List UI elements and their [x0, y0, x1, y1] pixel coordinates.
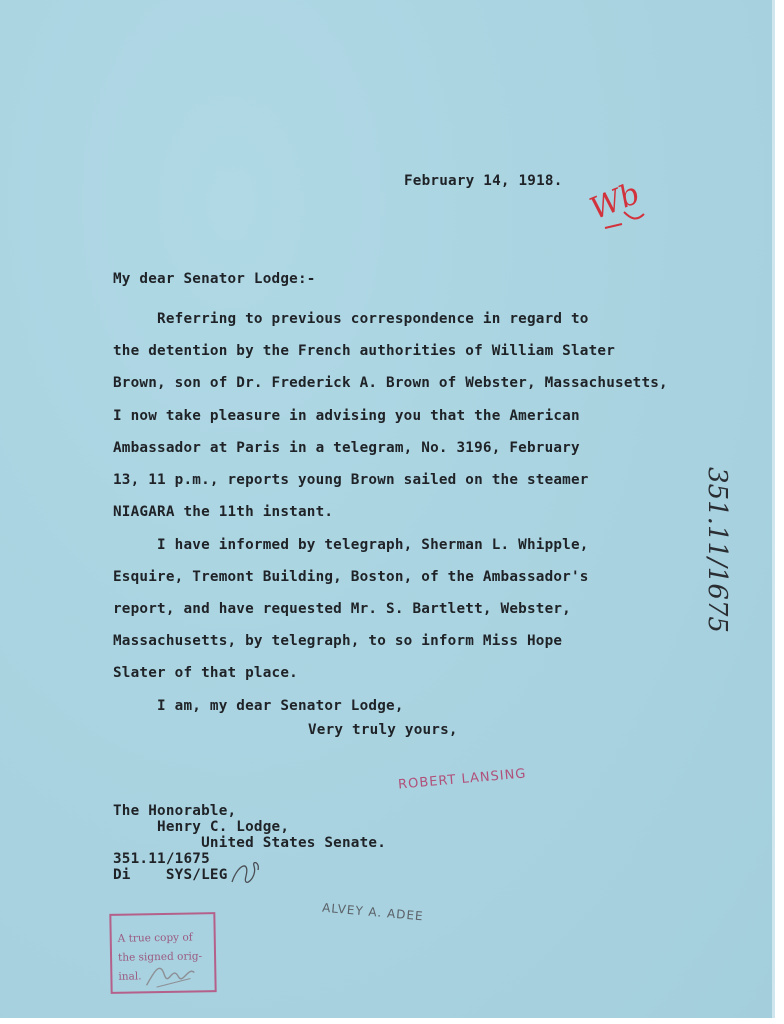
body-line: I am, my dear Senator Lodge,: [113, 698, 404, 714]
body-line: report, and have requested Mr. S. Bartlett, Webster,: [113, 601, 571, 617]
body-line: Ambassador at Paris in a telegram, No. 3196, February: [113, 440, 580, 456]
addressee-line: The Honorable,: [113, 803, 237, 819]
typist-initials: Di SYS/LEG: [113, 867, 228, 883]
body-line: Brown, son of Dr. Frederick A. Brown of Webster, Massachusetts,: [113, 375, 668, 391]
body-line: Referring to previous correspondence in regard to: [113, 311, 589, 327]
body-line: 13, 11 p.m., reports young Brown sailed on the steamer: [113, 472, 589, 488]
body-line: Massachusetts, by telegraph, to so inform Miss Hope: [113, 633, 563, 649]
addressee-line: United States Senate.: [113, 835, 387, 851]
handwritten-scribble: [228, 856, 264, 892]
letter-date: February 14, 1918.: [404, 173, 563, 189]
signature-stamp: ROBERT LANSING: [397, 766, 528, 793]
true-copy-line: inal.: [118, 970, 142, 983]
handwritten-initials: Wb: [585, 175, 645, 228]
adee-stamp: ALVEY A. ADEE: [321, 900, 425, 924]
body-line: I have informed by telegraph, Sherman L. Whipple,: [113, 537, 589, 553]
true-copy-line: the signed orig-: [117, 950, 203, 964]
salutation: My dear Senator Lodge:-: [113, 271, 316, 287]
body-line: NIAGARA the 11th instant.: [113, 504, 334, 520]
body-line: I now take pleasure in advising you that the American: [113, 408, 580, 424]
file-number: 351.11/1675: [113, 851, 210, 867]
true-copy-stamp: [109, 912, 216, 994]
body-line: Esquire, Tremont Building, Boston, of the Ambassador's: [113, 569, 589, 585]
red-pencil-flourish: [600, 200, 650, 240]
body-line: Slater of that place.: [113, 665, 298, 681]
addressee-block: [113, 803, 387, 915]
true-copy-signature: [142, 956, 203, 991]
closing: Very truly yours,: [308, 722, 458, 738]
body-line: the detention by the French authorities of William Slater: [113, 343, 616, 359]
margin-file-number: 351.11/1675: [702, 467, 732, 633]
addressee-line: Henry C. Lodge,: [113, 819, 290, 835]
true-copy-line: A true copy of: [117, 931, 193, 945]
